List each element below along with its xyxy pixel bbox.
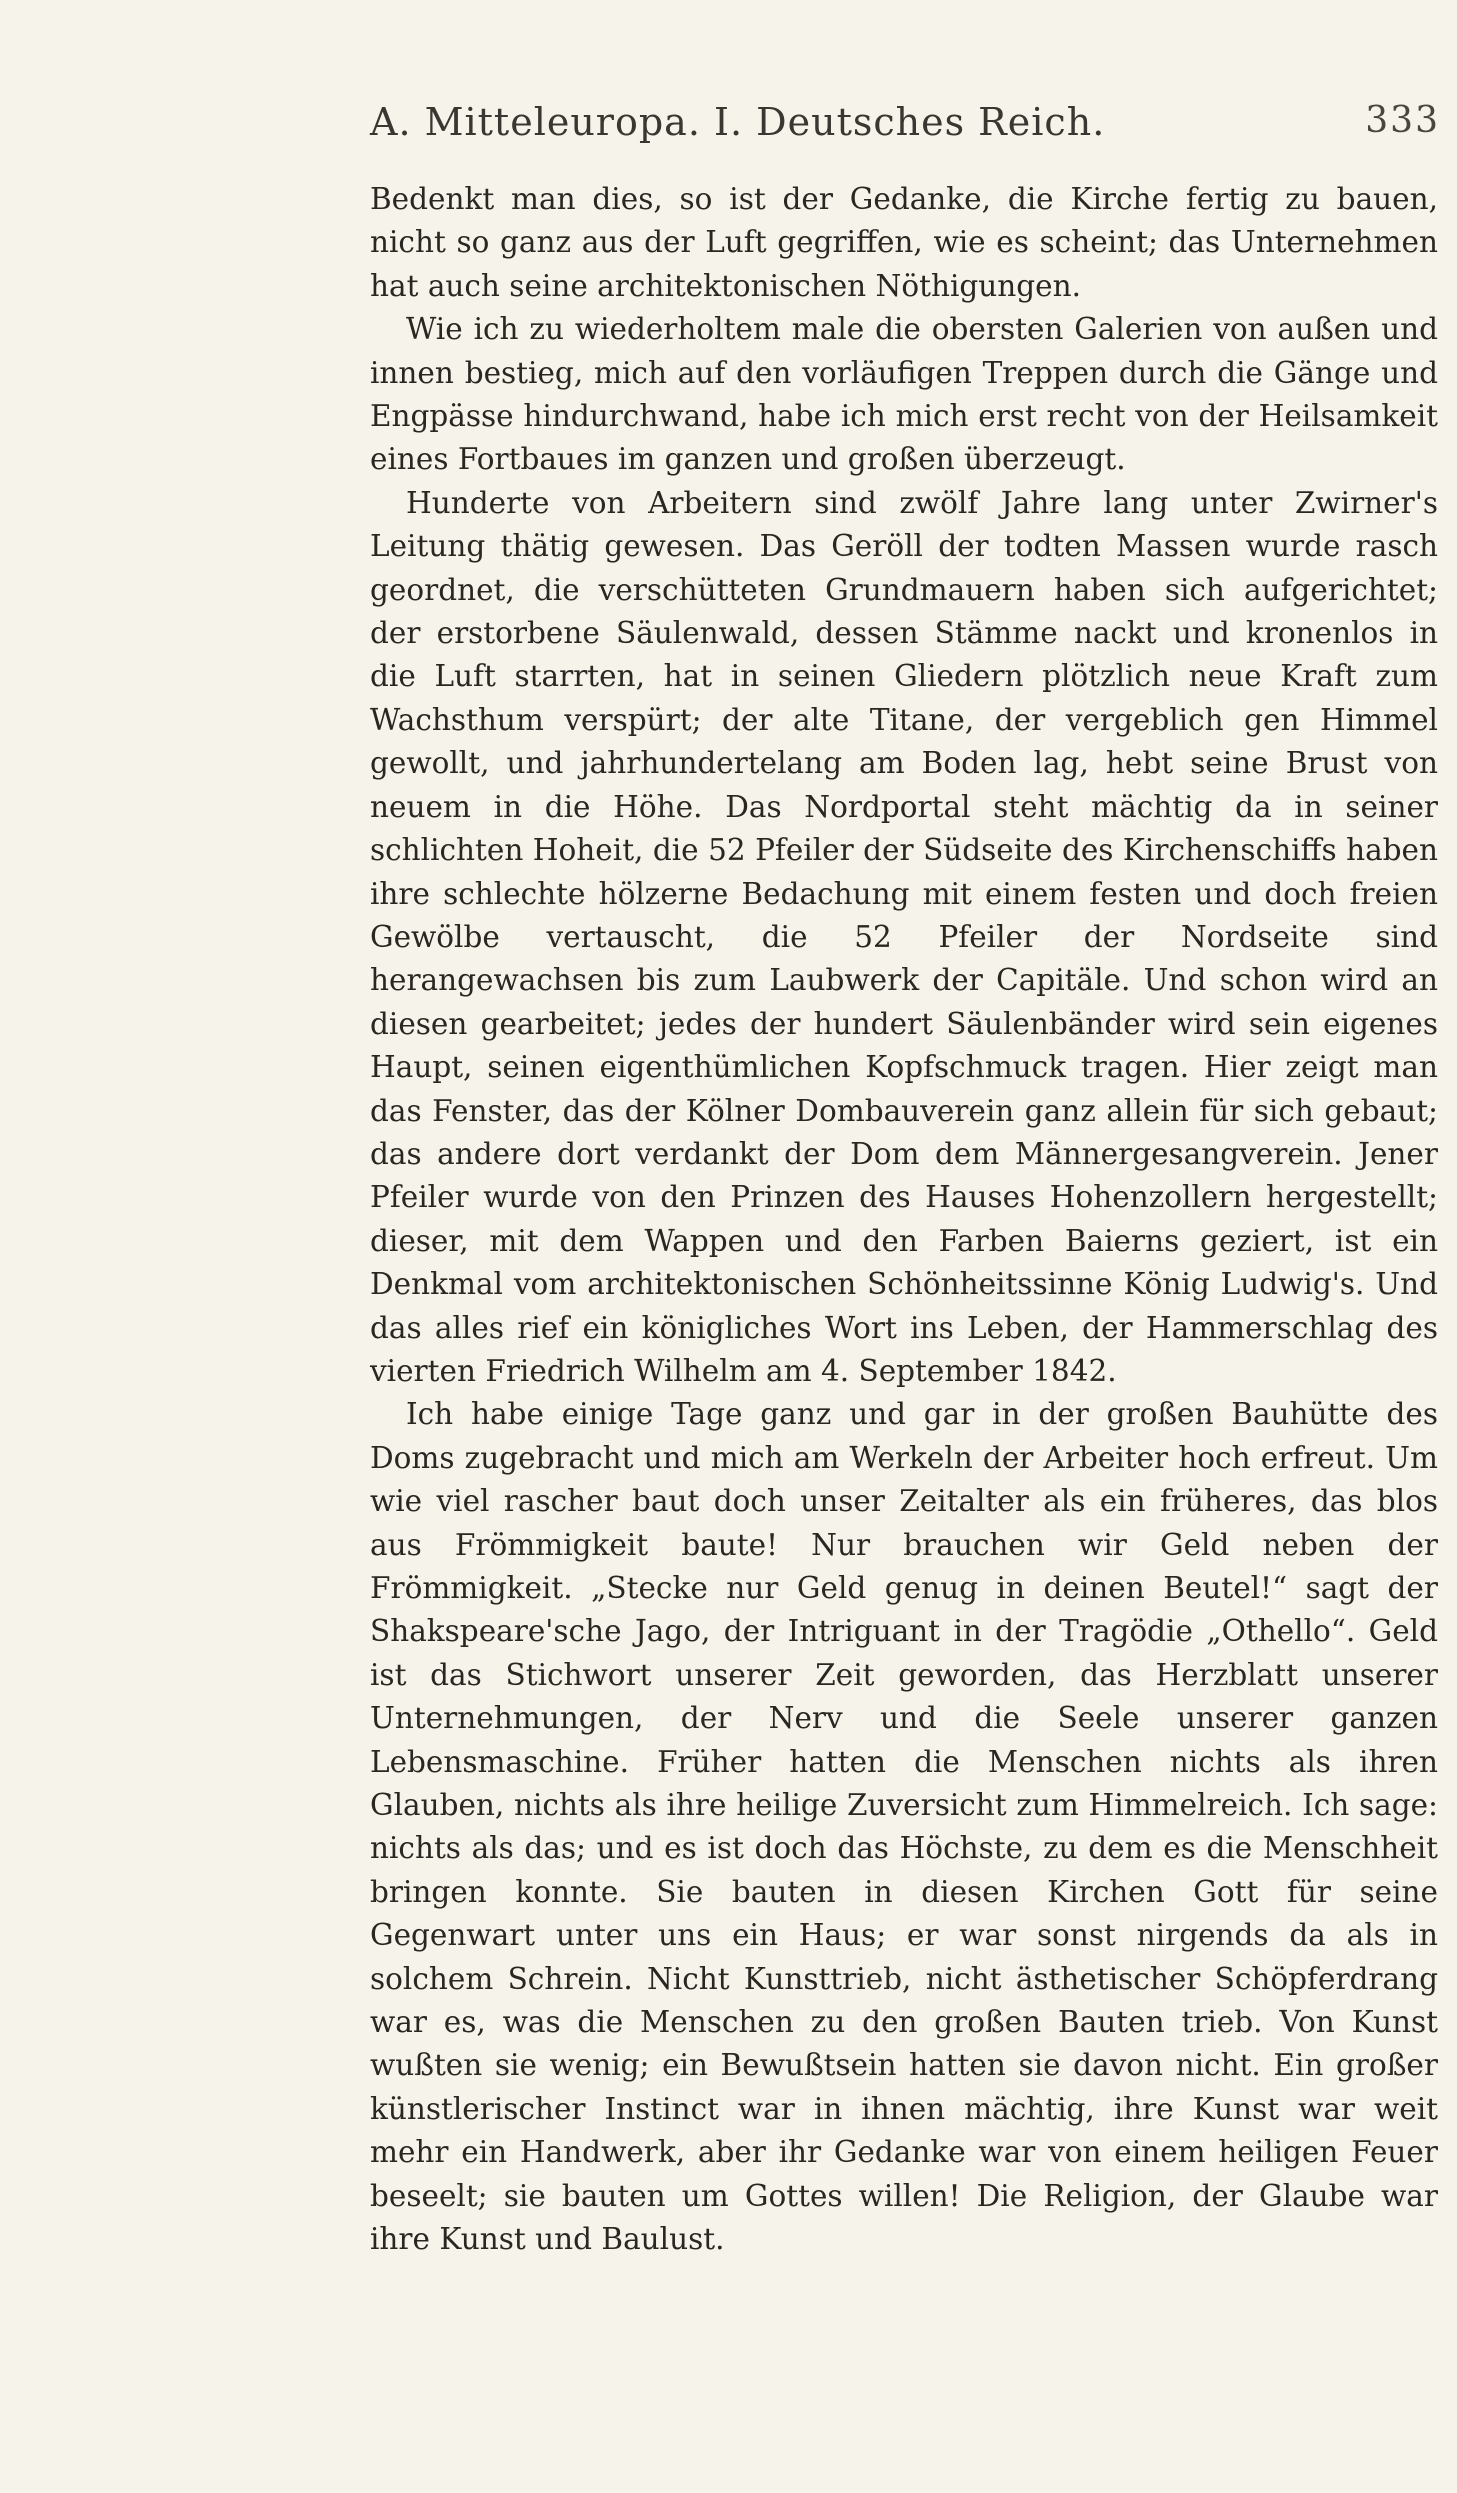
page-number: 333 xyxy=(1365,100,1440,141)
running-title: A. Mitteleuropa. I. Deutsches Reich. xyxy=(370,100,1106,144)
paragraph-2: Wie ich zu wiederholtem male die obersten Galerien von außen und innen bestieg, mich auf den vorläufigen Treppen durch die Gänge und Engpässe hindurchwand, habe ich mich erst recht von der Heilsamkeit eines Fortbaues im ganzen und großen überzeugt. xyxy=(370,312,1438,477)
paragraph-4: Ich habe einige Tage ganz und gar in der großen Bauhütte des Doms zugebracht und mich am Werkeln der Arbeiter hoch erfreut. Um wie viel rascher baut doch unser Zeitalter als ein früheres, das blos aus Frömmigkeit baute! Nur brauchen wir Geld neben der Frömmigkeit. „Stecke nur Geld genug in deinen Beutel!“ sagt der Shakspeare'sche Jago, der Intriguant in der Tragödie „Othello“. Geld ist das Stichwort unserer Zeit geworden, das Herzblatt unserer Unternehmungen, der Nerv und die Seele unserer ganzen Lebensmaschine. Früher hatten die Menschen nichts als ihren Glauben, nichts als ihre heilige Zuversicht zum Himmelreich. Ich sage: nichts als das; und es ist doch das Höchste, zu dem es die Menschheit bringen konnte. Sie bauten in diesen Kirchen Gott für seine Gegenwart unter uns ein Haus; er war sonst nirgends da als in solchem Schrein. Nicht Kunsttrieb, nicht ästhetischer Schöpferdrang war es, was die Menschen zu den großen Bauten trieb. Von Kunst wußten sie wenig; ein Bewußtsein hatten sie davon nicht. Ein großer künstlerischer Instinct war in ihnen mächtig, ihre Kunst war weit mehr ein Handwerk, aber ihr Gedanke war von einem heiligen Feuer beseelt; sie bauten um Gottes willen! Die Religion, der Glaube war ihre Kunst und Baulust. xyxy=(370,1397,1438,2257)
body-text xyxy=(370,178,1438,2262)
paragraph-3: Hunderte von Arbeitern sind zwölf Jahre lang unter Zwirner's Leitung thätig gewesen. Das Geröll der todten Massen wurde rasch geordnet, die verschütteten Grundmauern haben sich aufgerichtet; der erstorbene Säulenwald, dessen Stämme nackt und kronenlos in die Luft starrten, hat in seinen Gliedern plötzlich neue Kraft zum Wachsthum verspürt; der alte Titane, der vergeblich gen Himmel gewollt, und jahrhundertelang am Boden lag, hebt seine Brust von neuem in die Höhe. Das Nordportal steht mächtig da in seiner schlichten Hoheit, die 52 Pfeiler der Südseite des Kirchenschiffs haben ihre schlechte hölzerne Bedachung mit einem festen und doch freien Gewölbe vertauscht, die 52 Pfeiler der Nordseite sind herangewachsen bis zum Laubwerk der Capitäle. Und schon wird an diesen gearbeitet; jedes der hundert Säulenbänder wird sein eigenes Haupt, seinen eigenthümlichen Kopfschmuck tragen. Hier zeigt man das Fenster, das der Kölner Dombauverein ganz allein für sich gebaut; das andere dort verdankt der Dom dem Männergesangverein. Jener Pfeiler wurde von den Prinzen des Hauses Hohenzollern hergestellt; dieser, mit dem Wappen und den Farben Baierns geziert, ist ein Denkmal vom architektonischen Schönheitssinne König Ludwig's. Und das alles rief ein königliches Wort ins Leben, der Hammerschlag des vierten Friedrich Wilhelm am 4. September 1842. xyxy=(370,485,1438,1388)
paragraph-1: Bedenkt man dies, so ist der Gedanke, die Kirche fertig zu bauen, nicht so ganz aus der Luft gegriffen, wie es scheint; das Unternehmen hat auch seine architektonischen Nöthigungen. xyxy=(370,182,1438,303)
running-head xyxy=(370,100,1440,150)
